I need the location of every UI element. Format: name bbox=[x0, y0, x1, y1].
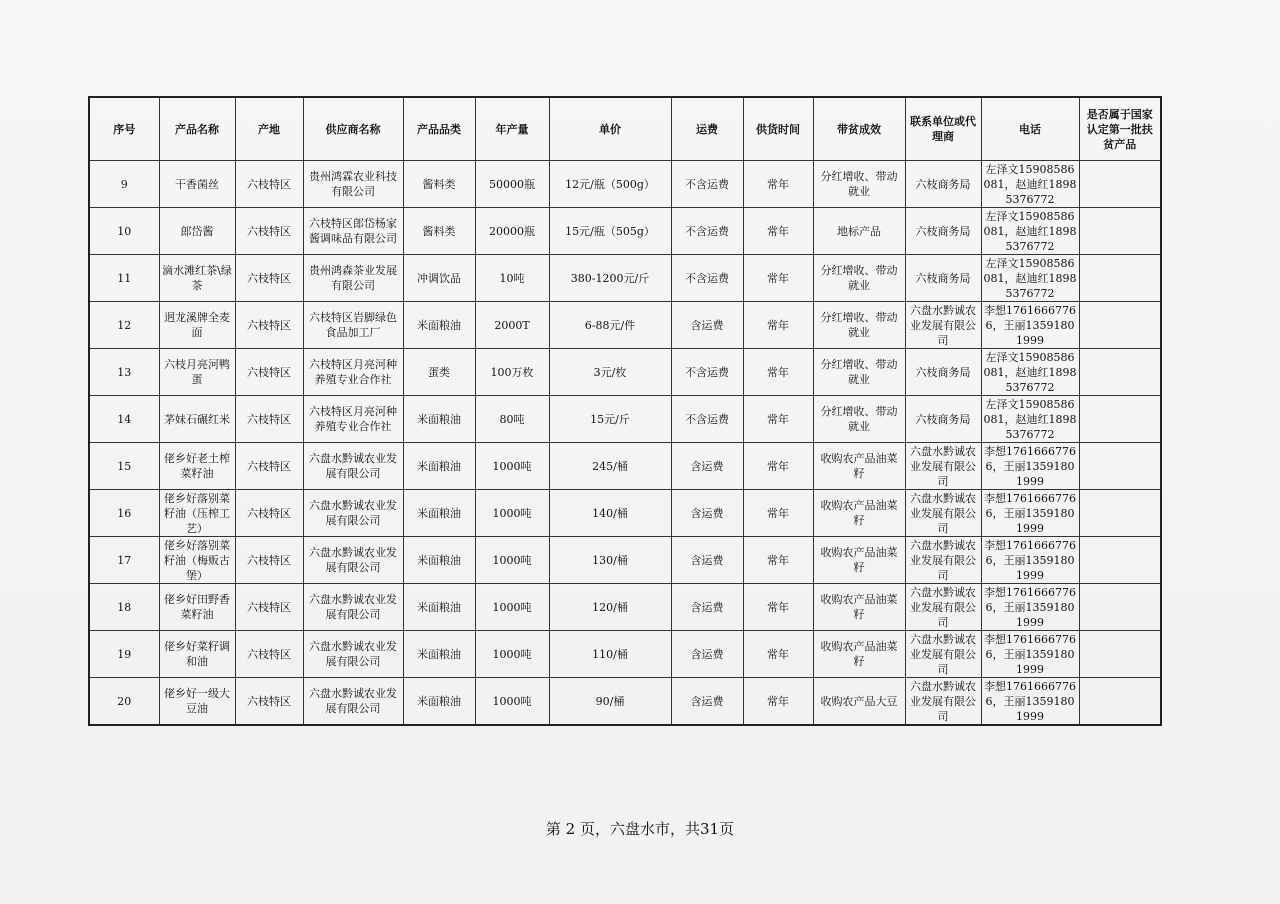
cell-no: 15 bbox=[89, 443, 159, 490]
cell-phone: 李想17616667766，王丽13591801999 bbox=[981, 490, 1079, 537]
cell-category: 米面粮油 bbox=[403, 443, 475, 490]
cell-category: 酱料类 bbox=[403, 161, 475, 208]
cell-category: 米面粮油 bbox=[403, 584, 475, 631]
cell-phone: 左泽文15908586081，赵迪红18985376772 bbox=[981, 349, 1079, 396]
cell-agent: 六枝商务局 bbox=[905, 396, 981, 443]
header-freight: 运费 bbox=[671, 97, 743, 161]
cell-origin: 六枝特区 bbox=[235, 396, 303, 443]
cell-unit-price: 15元/斤 bbox=[549, 396, 671, 443]
table-row bbox=[89, 678, 1161, 726]
header-unit-price: 单价 bbox=[549, 97, 671, 161]
cell-supply-time: 常年 bbox=[743, 678, 813, 726]
cell-annual-output: 1000吨 bbox=[475, 584, 549, 631]
cell-poverty-effect: 分红增收、带动就业 bbox=[813, 349, 905, 396]
cell-poverty-product bbox=[1079, 208, 1161, 255]
cell-phone: 李想17616667766，王丽13591801999 bbox=[981, 678, 1079, 726]
cell-no: 20 bbox=[89, 678, 159, 726]
table-row bbox=[89, 631, 1161, 678]
header-agent: 联系单位或代理商 bbox=[905, 97, 981, 161]
cell-phone: 李想17616667766，王丽13591801999 bbox=[981, 584, 1079, 631]
cell-poverty-product bbox=[1079, 584, 1161, 631]
cell-product-name: 佬乡好菜籽调和油 bbox=[159, 631, 235, 678]
cell-phone: 李想17616667766，王丽13591801999 bbox=[981, 302, 1079, 349]
cell-no: 9 bbox=[89, 161, 159, 208]
cell-product-name: 茅妹石碾红米 bbox=[159, 396, 235, 443]
cell-phone: 左泽文15908586081，赵迪红18985376772 bbox=[981, 161, 1079, 208]
cell-supplier: 六枝特区月亮河种养殖专业合作社 bbox=[303, 349, 403, 396]
cell-annual-output: 50000瓶 bbox=[475, 161, 549, 208]
cell-no: 14 bbox=[89, 396, 159, 443]
cell-product-name: 佬乡好落别菜籽油（梅贩古堡） bbox=[159, 537, 235, 584]
cell-origin: 六枝特区 bbox=[235, 584, 303, 631]
cell-product-name: 滴水滩红茶\绿茶 bbox=[159, 255, 235, 302]
cell-freight: 不含运费 bbox=[671, 161, 743, 208]
cell-category: 蛋类 bbox=[403, 349, 475, 396]
cell-poverty-product bbox=[1079, 490, 1161, 537]
cell-product-name: 佬乡好老土榨菜籽油 bbox=[159, 443, 235, 490]
header-poverty-effect: 带贫成效 bbox=[813, 97, 905, 161]
cell-freight: 含运费 bbox=[671, 302, 743, 349]
cell-phone: 李想17616667766，王丽13591801999 bbox=[981, 631, 1079, 678]
cell-product-name: 佬乡好落别菜籽油（压榨工艺） bbox=[159, 490, 235, 537]
table-row bbox=[89, 161, 1161, 208]
table-row bbox=[89, 255, 1161, 302]
cell-supplier: 贵州鸿霖农业科技有限公司 bbox=[303, 161, 403, 208]
cell-phone: 左泽文15908586081，赵迪红18985376772 bbox=[981, 255, 1079, 302]
cell-agent: 六枝商务局 bbox=[905, 255, 981, 302]
cell-unit-price: 130/桶 bbox=[549, 537, 671, 584]
cell-supply-time: 常年 bbox=[743, 584, 813, 631]
cell-unit-price: 3元/枚 bbox=[549, 349, 671, 396]
cell-supplier: 六枝特区岩脚绿色食品加工厂 bbox=[303, 302, 403, 349]
header-origin: 产地 bbox=[235, 97, 303, 161]
cell-unit-price: 120/桶 bbox=[549, 584, 671, 631]
cell-annual-output: 20000瓶 bbox=[475, 208, 549, 255]
cell-poverty-effect: 分红增收、带动就业 bbox=[813, 396, 905, 443]
cell-product-name: 佬乡好一级大豆油 bbox=[159, 678, 235, 726]
cell-freight: 含运费 bbox=[671, 537, 743, 584]
cell-annual-output: 1000吨 bbox=[475, 537, 549, 584]
cell-freight: 含运费 bbox=[671, 490, 743, 537]
cell-freight: 不含运费 bbox=[671, 396, 743, 443]
cell-supply-time: 常年 bbox=[743, 537, 813, 584]
table-row bbox=[89, 302, 1161, 349]
cell-unit-price: 6-88元/件 bbox=[549, 302, 671, 349]
cell-category: 米面粮油 bbox=[403, 537, 475, 584]
table-row bbox=[89, 396, 1161, 443]
cell-category: 米面粮油 bbox=[403, 490, 475, 537]
header-poverty-product: 是否属于国家认定第一批扶贫产品 bbox=[1079, 97, 1161, 161]
cell-agent: 六盘水黔诚农业发展有限公司 bbox=[905, 443, 981, 490]
cell-unit-price: 245/桶 bbox=[549, 443, 671, 490]
cell-poverty-product bbox=[1079, 537, 1161, 584]
cell-origin: 六枝特区 bbox=[235, 631, 303, 678]
header-annual-output: 年产量 bbox=[475, 97, 549, 161]
cell-category: 米面粮油 bbox=[403, 396, 475, 443]
cell-unit-price: 12元/瓶（500g） bbox=[549, 161, 671, 208]
header-row bbox=[89, 97, 1161, 161]
cell-poverty-product bbox=[1079, 443, 1161, 490]
cell-poverty-effect: 收购农产品大豆 bbox=[813, 678, 905, 726]
cell-freight: 含运费 bbox=[671, 584, 743, 631]
cell-category: 米面粮油 bbox=[403, 678, 475, 726]
cell-origin: 六枝特区 bbox=[235, 349, 303, 396]
cell-supplier: 六盘水黔诚农业发展有限公司 bbox=[303, 631, 403, 678]
cell-freight: 不含运费 bbox=[671, 349, 743, 396]
page-footer: 第 2 页，六盘水市，共31页 bbox=[545, 820, 735, 838]
header-supply-time: 供货时间 bbox=[743, 97, 813, 161]
cell-product-name: 郎岱酱 bbox=[159, 208, 235, 255]
cell-no: 16 bbox=[89, 490, 159, 537]
cell-product-name: 六枝月亮河鸭蛋 bbox=[159, 349, 235, 396]
cell-unit-price: 15元/瓶（505g） bbox=[549, 208, 671, 255]
cell-supplier: 六枝特区月亮河种养殖专业合作社 bbox=[303, 396, 403, 443]
cell-no: 18 bbox=[89, 584, 159, 631]
cell-origin: 六枝特区 bbox=[235, 678, 303, 726]
cell-no: 17 bbox=[89, 537, 159, 584]
cell-agent: 六枝商务局 bbox=[905, 161, 981, 208]
cell-poverty-product bbox=[1079, 349, 1161, 396]
cell-phone: 李想17616667766，王丽13591801999 bbox=[981, 537, 1079, 584]
cell-agent: 六盘水黔诚农业发展有限公司 bbox=[905, 631, 981, 678]
table-header bbox=[89, 97, 1161, 161]
cell-poverty-effect: 地标产品 bbox=[813, 208, 905, 255]
table-body bbox=[89, 161, 1161, 726]
cell-product-name: 干香菌丝 bbox=[159, 161, 235, 208]
cell-supplier: 六盘水黔诚农业发展有限公司 bbox=[303, 584, 403, 631]
cell-supply-time: 常年 bbox=[743, 208, 813, 255]
cell-poverty-effect: 分红增收、带动就业 bbox=[813, 255, 905, 302]
cell-freight: 不含运费 bbox=[671, 208, 743, 255]
cell-supplier: 六盘水黔诚农业发展有限公司 bbox=[303, 490, 403, 537]
cell-freight: 含运费 bbox=[671, 443, 743, 490]
cell-annual-output: 1000吨 bbox=[475, 631, 549, 678]
cell-supply-time: 常年 bbox=[743, 349, 813, 396]
cell-annual-output: 80吨 bbox=[475, 396, 549, 443]
cell-poverty-effect: 收购农产品油菜籽 bbox=[813, 490, 905, 537]
cell-supply-time: 常年 bbox=[743, 255, 813, 302]
cell-no: 19 bbox=[89, 631, 159, 678]
cell-poverty-product bbox=[1079, 396, 1161, 443]
cell-product-name: 迥龙溪牌全麦面 bbox=[159, 302, 235, 349]
cell-poverty-product bbox=[1079, 631, 1161, 678]
table-row bbox=[89, 537, 1161, 584]
cell-supply-time: 常年 bbox=[743, 490, 813, 537]
cell-supply-time: 常年 bbox=[743, 161, 813, 208]
cell-annual-output: 1000吨 bbox=[475, 443, 549, 490]
cell-origin: 六枝特区 bbox=[235, 255, 303, 302]
cell-category: 冲调饮品 bbox=[403, 255, 475, 302]
cell-annual-output: 100万枚 bbox=[475, 349, 549, 396]
cell-no: 13 bbox=[89, 349, 159, 396]
cell-supplier: 贵州鸿森茶业发展有限公司 bbox=[303, 255, 403, 302]
cell-origin: 六枝特区 bbox=[235, 490, 303, 537]
header-supplier: 供应商名称 bbox=[303, 97, 403, 161]
cell-no: 11 bbox=[89, 255, 159, 302]
cell-poverty-effect: 收购农产品油菜籽 bbox=[813, 443, 905, 490]
cell-agent: 六盘水黔诚农业发展有限公司 bbox=[905, 678, 981, 726]
cell-unit-price: 140/桶 bbox=[549, 490, 671, 537]
cell-poverty-effect: 分红增收、带动就业 bbox=[813, 302, 905, 349]
cell-supply-time: 常年 bbox=[743, 631, 813, 678]
cell-poverty-effect: 分红增收、带动就业 bbox=[813, 161, 905, 208]
cell-agent: 六盘水黔诚农业发展有限公司 bbox=[905, 302, 981, 349]
cell-unit-price: 110/桶 bbox=[549, 631, 671, 678]
cell-phone: 左泽文15908586081，赵迪红18985376772 bbox=[981, 396, 1079, 443]
cell-supplier: 六盘水黔诚农业发展有限公司 bbox=[303, 678, 403, 726]
product-table bbox=[88, 96, 1162, 726]
cell-annual-output: 1000吨 bbox=[475, 678, 549, 726]
cell-supplier: 六盘水黔诚农业发展有限公司 bbox=[303, 537, 403, 584]
cell-poverty-product bbox=[1079, 678, 1161, 726]
cell-unit-price: 90/桶 bbox=[549, 678, 671, 726]
cell-poverty-effect: 收购农产品油菜籽 bbox=[813, 631, 905, 678]
cell-freight: 含运费 bbox=[671, 631, 743, 678]
cell-agent: 六枝商务局 bbox=[905, 208, 981, 255]
table-row bbox=[89, 490, 1161, 537]
cell-category: 米面粮油 bbox=[403, 302, 475, 349]
cell-origin: 六枝特区 bbox=[235, 208, 303, 255]
cell-poverty-product bbox=[1079, 302, 1161, 349]
cell-agent: 六盘水黔诚农业发展有限公司 bbox=[905, 584, 981, 631]
cell-agent: 六盘水黔诚农业发展有限公司 bbox=[905, 537, 981, 584]
cell-agent: 六盘水黔诚农业发展有限公司 bbox=[905, 490, 981, 537]
table-row bbox=[89, 208, 1161, 255]
cell-supply-time: 常年 bbox=[743, 443, 813, 490]
cell-annual-output: 2000T bbox=[475, 302, 549, 349]
cell-freight: 不含运费 bbox=[671, 255, 743, 302]
cell-agent: 六枝商务局 bbox=[905, 349, 981, 396]
header-no: 序号 bbox=[89, 97, 159, 161]
cell-supply-time: 常年 bbox=[743, 396, 813, 443]
cell-poverty-product bbox=[1079, 255, 1161, 302]
cell-supply-time: 常年 bbox=[743, 302, 813, 349]
cell-product-name: 佬乡好田野香菜籽油 bbox=[159, 584, 235, 631]
cell-freight: 含运费 bbox=[671, 678, 743, 726]
cell-origin: 六枝特区 bbox=[235, 443, 303, 490]
cell-origin: 六枝特区 bbox=[235, 161, 303, 208]
header-product-name: 产品名称 bbox=[159, 97, 235, 161]
cell-unit-price: 380-1200元/斤 bbox=[549, 255, 671, 302]
cell-category: 酱料类 bbox=[403, 208, 475, 255]
cell-poverty-product bbox=[1079, 161, 1161, 208]
cell-poverty-effect: 收购农产品油菜籽 bbox=[813, 584, 905, 631]
header-category: 产品品类 bbox=[403, 97, 475, 161]
cell-origin: 六枝特区 bbox=[235, 537, 303, 584]
cell-no: 12 bbox=[89, 302, 159, 349]
cell-supplier: 六枝特区郎岱杨家酱调味品有限公司 bbox=[303, 208, 403, 255]
cell-no: 10 bbox=[89, 208, 159, 255]
header-phone: 电话 bbox=[981, 97, 1079, 161]
cell-phone: 左泽文15908586081，赵迪红18985376772 bbox=[981, 208, 1079, 255]
cell-category: 米面粮油 bbox=[403, 631, 475, 678]
cell-poverty-effect: 收购农产品油菜籽 bbox=[813, 537, 905, 584]
cell-phone: 李想17616667766，王丽13591801999 bbox=[981, 443, 1079, 490]
cell-annual-output: 10吨 bbox=[475, 255, 549, 302]
cell-annual-output: 1000吨 bbox=[475, 490, 549, 537]
cell-origin: 六枝特区 bbox=[235, 302, 303, 349]
table-row bbox=[89, 443, 1161, 490]
table-row bbox=[89, 349, 1161, 396]
table-row bbox=[89, 584, 1161, 631]
cell-supplier: 六盘水黔诚农业发展有限公司 bbox=[303, 443, 403, 490]
